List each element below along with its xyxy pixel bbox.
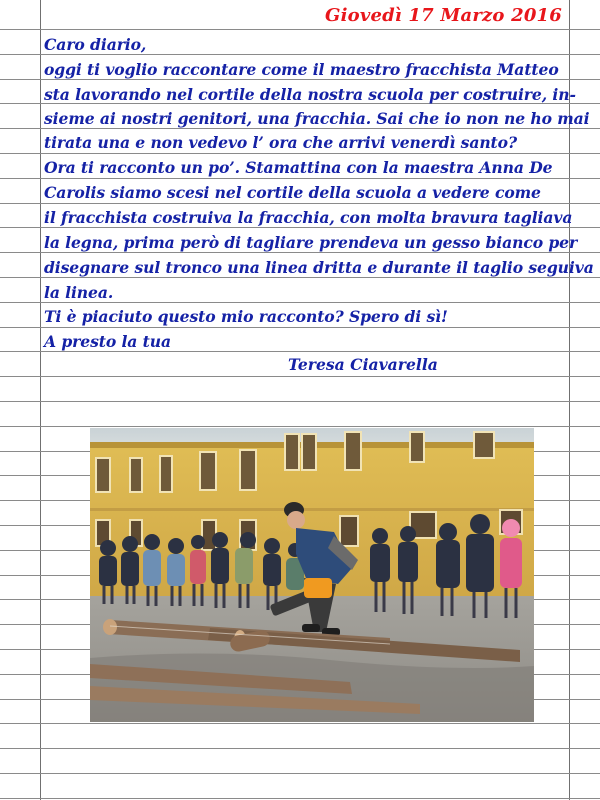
text-line: la linea. (44, 283, 114, 302)
text-line: disegnare sul tronco una linea dritta e durante il taglio seguiva (44, 258, 594, 277)
text-line: Ora ti racconto un po’. Stamattina con la maestra Anna De (44, 158, 553, 177)
text-line: oggi ti voglio raccontare come il maestro fracchista Matteo (44, 60, 559, 79)
text-line: Carolis siamo scesi nel cortile della scuola a vedere come (44, 183, 541, 202)
text-line: tirata una e non vedevo l’ ora che arrivi venerdì santo? (44, 133, 518, 152)
text-line: Caro diario, (44, 35, 147, 54)
text-line: la legna, prima però di tagliare prendeva un gesso bianco per (44, 233, 578, 252)
courtyard-photo (90, 428, 534, 722)
text-line: sieme ai nostri genitori, una fracchia. Sai che io non ne ho mai (44, 109, 590, 128)
entry-date: Giovedì 17 Marzo 2016 (325, 5, 562, 26)
photo-illustration (90, 428, 534, 722)
text-line: A presto la tua (44, 332, 171, 351)
text-line: il fracchista costruiva la fracchia, con molta bravura tagliava (44, 208, 573, 227)
text-line: Ti è piaciuto questo mio racconto? Spero di sì! (44, 307, 448, 326)
text-line: sta lavorando nel cortile della nostra scuola per costruire, in- (44, 85, 576, 104)
signature: Teresa Ciavarella (288, 355, 438, 374)
